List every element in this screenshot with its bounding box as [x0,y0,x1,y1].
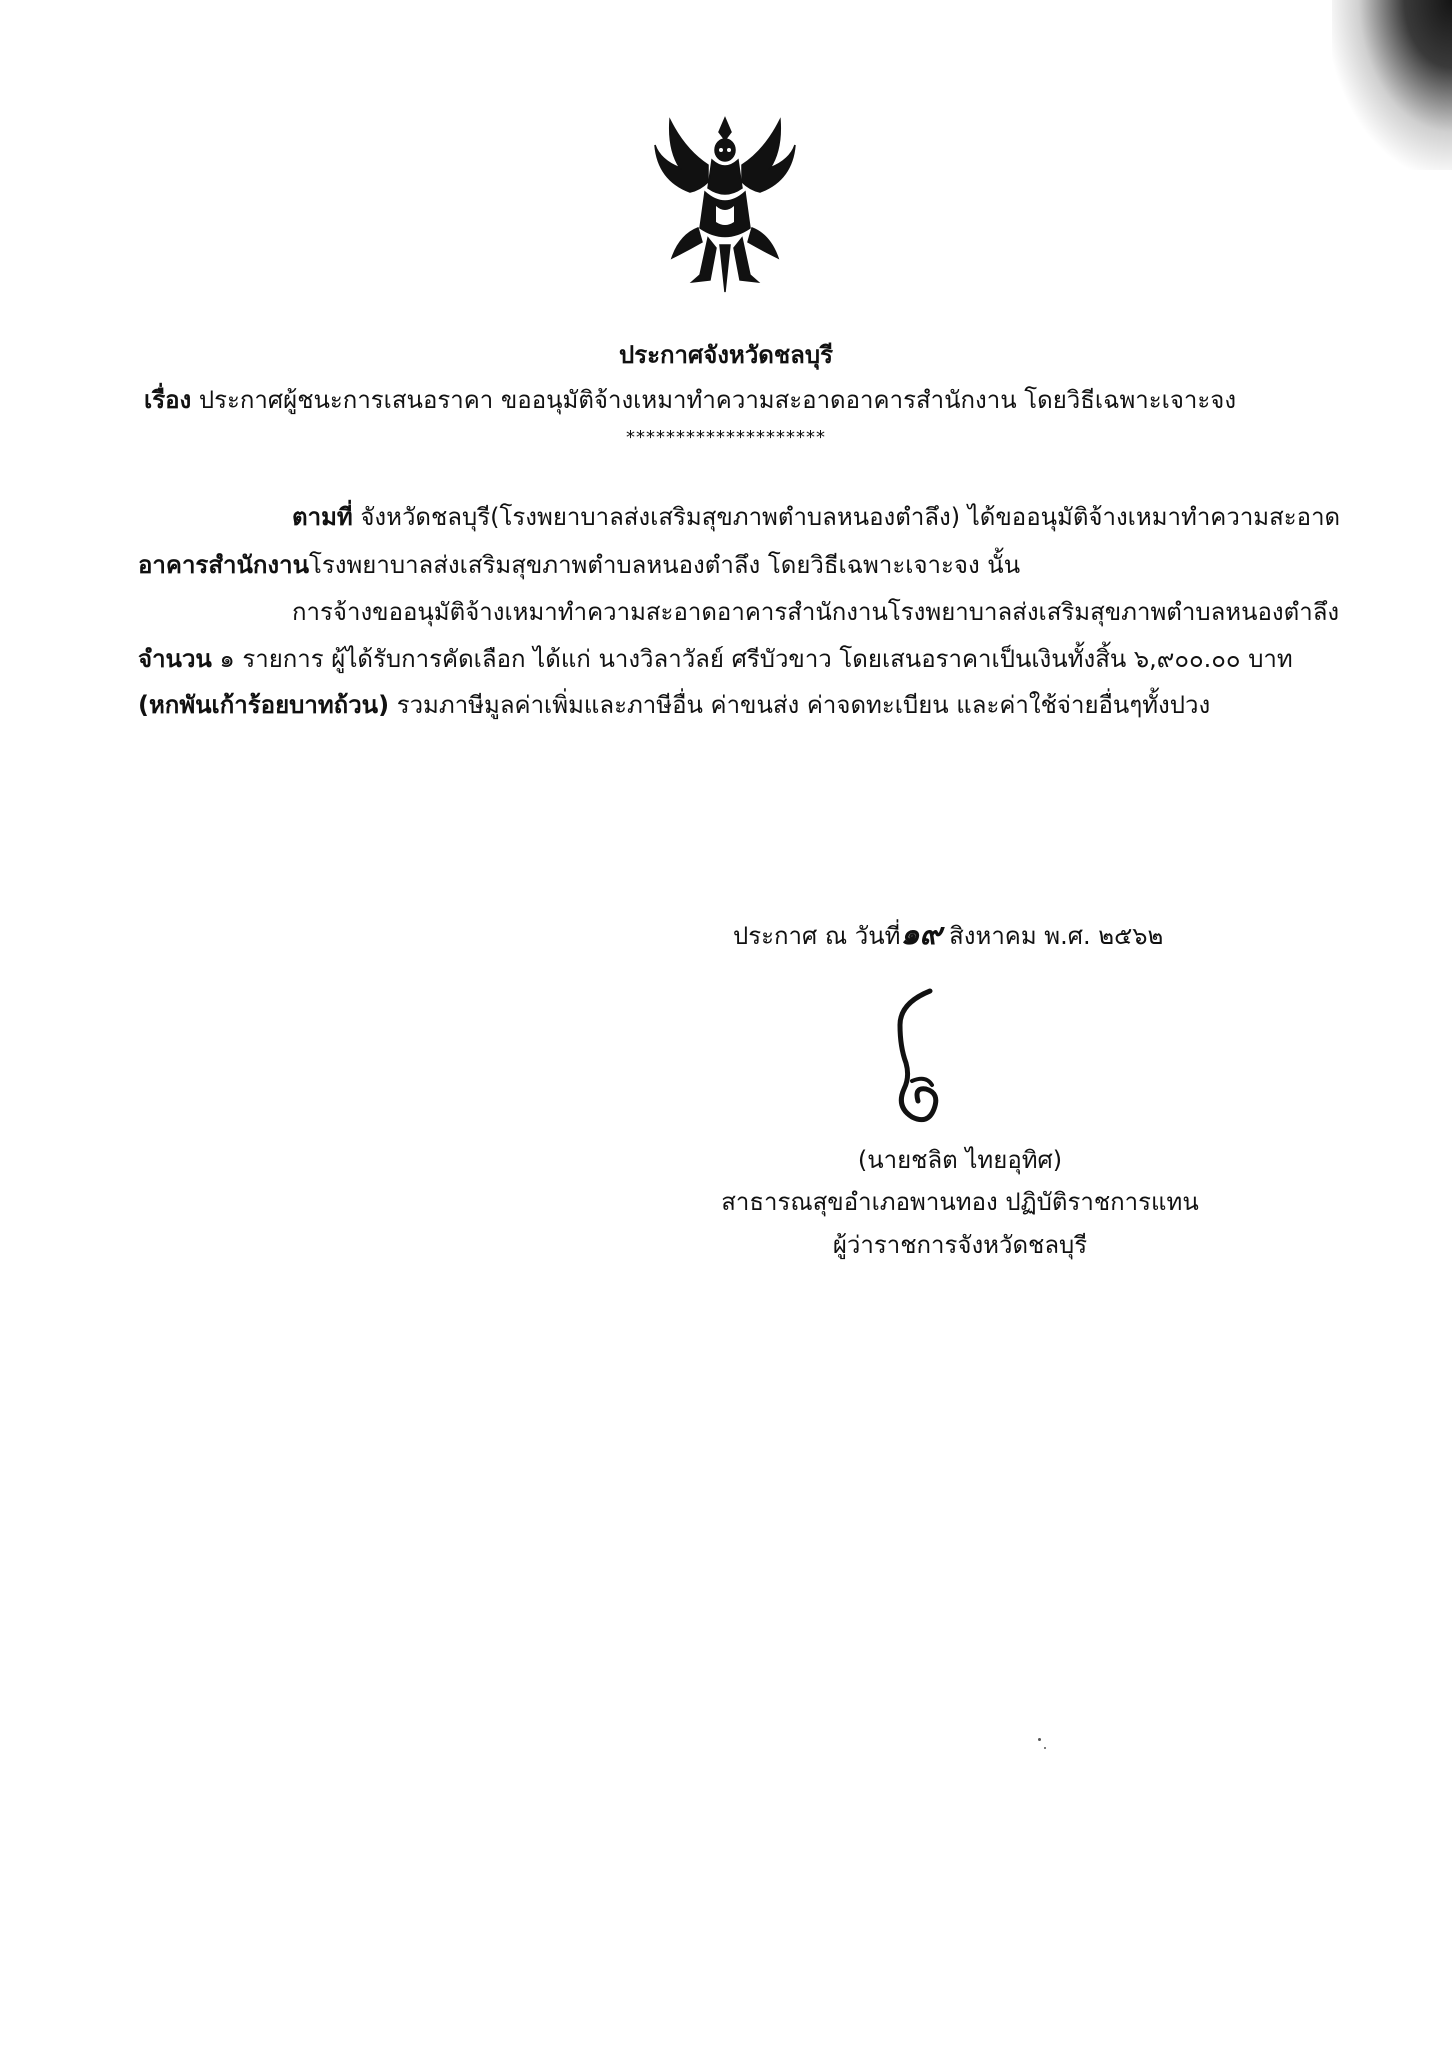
subject-label: เรื่อง [144,386,192,414]
signatory-name: (นายชลิต ไทยอุทิศ) [857,1146,1063,1174]
paragraph-2-line-3-bold: (หกพันเก้าร้อยบาทถ้วน) [138,691,390,719]
paragraph-2-line-2-text: ๑ รายการ ผู้ได้รับการคัดเลือก ได้แก่ นางวิลาวัลย์ ศรีบัวขาว โดยเสนอราคาเป็นเงินทั้งสิ้น ๖,๙๐๐.๐๐ บาท [219,645,1293,673]
signatory-office: ผู้ว่าราชการจังหวัดชลบุรี [832,1231,1088,1259]
date-suffix: สิงหาคม พ.ศ. ๒๕๖๒ [949,922,1164,950]
scan-speck [1038,1738,1041,1741]
paragraph-2-line-2-bold: จำนวน [138,645,212,673]
scan-edge-shadow [1332,0,1452,170]
handwritten-signature [870,985,980,1125]
date-prefix: ประกาศ ณ วันที่ [733,922,901,950]
paragraph-1-lead: ตามที่ [292,503,353,531]
announcement-title: ประกาศจังหวัดชลบุรี [618,341,834,369]
subject-text: ประกาศผู้ชนะการเสนอราคา ขออนุมัติจ้างเหมาทำความสะอาดอาคารสำนักงาน โดยวิธีเฉพาะเจาะจง [198,386,1237,414]
announcement-date [733,915,1163,956]
paragraph-1-line-1 [292,500,1340,534]
subject-line [144,383,1324,417]
paragraph-2-line-1: การจ้างขออนุมัติจ้างเหมาทำความสะอาดอาคารสำนักงานโรงพยาบาลส่งเสริมสุขภาพตำบลหนองตำลึง [292,598,1340,626]
scan-speck [1044,1747,1046,1749]
paragraph-2-line-2 [138,642,1293,676]
paragraph-1-line-2-bold: อาคารสำนักงาน [138,551,309,579]
paragraph-2-line-3-text: รวมภาษีมูลค่าเพิ่มและภาษีอื่น ค่าขนส่ง ค่าจดทะเบียน และค่าใช้จ่ายอื่นๆทั้งปวง [396,691,1211,719]
paragraph-1-line-1-text: จังหวัดชลบุรี(โรงพยาบาลส่งเสริมสุขภาพตำบลหนองตำลึง) ได้ขออนุมัติจ้างเหมาทำความสะอาด [360,503,1341,531]
paragraph-1-line-2 [138,548,1020,582]
garuda-emblem-icon [650,110,800,300]
divider-stars: ******************** [626,427,826,448]
paragraph-1-line-2-text: โรงพยาบาลส่งเสริมสุขภาพตำบลหนองตำลึง โดยวิธีเฉพาะเจาะจง นั้น [308,551,1021,579]
signatory-position: สาธารณสุขอำเภอพานทอง ปฏิบัติราชการแทน [721,1188,1199,1216]
paragraph-2-line-3 [138,688,1210,722]
date-day-handwritten: ๑๙ [900,917,942,952]
